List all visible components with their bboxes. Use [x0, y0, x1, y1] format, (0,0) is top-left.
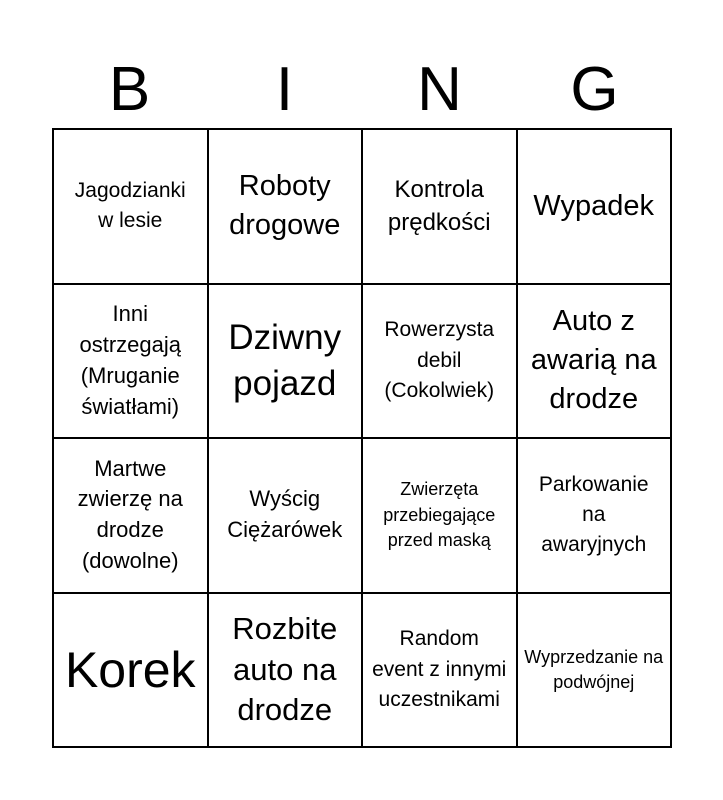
bingo-cell[interactable] — [362, 284, 517, 439]
header-letter-n: N — [417, 55, 462, 124]
cell-text: Parkowanie na awaryjnych — [538, 472, 649, 557]
cell-text: Rozbite auto na drodze — [232, 611, 338, 727]
bingo-grid — [52, 128, 672, 748]
cell-text: Dziwny pojazd — [228, 318, 342, 403]
cell-text: Rowerzysta debil (Cokolwiek) — [384, 318, 495, 402]
bingo-cell[interactable] — [53, 438, 208, 593]
bingo-cell[interactable] — [208, 129, 363, 284]
cell-text: Jagodzianki w lesie — [74, 178, 186, 233]
cell-text: Wypadek — [533, 189, 655, 222]
bingo-cell[interactable] — [53, 129, 208, 284]
cell-text: Kontrola prędkości — [387, 175, 491, 237]
bingo-cell[interactable] — [53, 593, 208, 748]
cell-text: Roboty drogowe — [229, 170, 341, 242]
cell-text: Wyścig Ciężarówek — [227, 486, 343, 543]
bingo-cell[interactable] — [208, 284, 363, 439]
bingo-cell[interactable] — [517, 593, 672, 748]
header-letter-g: G — [570, 55, 619, 124]
cell-text: Auto z awarią na drodze — [530, 305, 657, 416]
bingo-cell[interactable] — [362, 438, 517, 593]
bingo-header — [52, 55, 672, 125]
cell-text: Martwe zwierzę na drodze (dowolne) — [77, 455, 183, 574]
cell-text: Korek — [64, 641, 196, 698]
bingo-cell[interactable] — [362, 129, 517, 284]
header-letter-i: I — [275, 55, 294, 124]
bingo-cell[interactable] — [517, 438, 672, 593]
bingo-cell[interactable] — [517, 284, 672, 439]
bingo-cell[interactable] — [517, 129, 672, 284]
bingo-cell[interactable] — [53, 284, 208, 439]
cell-text: Random event z innymi uczestnikami — [372, 627, 507, 711]
bingo-cell[interactable] — [208, 438, 363, 593]
cell-text: Inni ostrzegają (Mruganie światłami) — [79, 301, 181, 419]
bingo-cell[interactable] — [208, 593, 363, 748]
bingo-cell[interactable] — [362, 593, 517, 748]
cell-text: Wyprzedzanie na podwójnej — [524, 646, 664, 692]
cell-text: Zwierzęta przebiegające przed maską — [383, 479, 496, 550]
header-letter-b: B — [108, 55, 151, 124]
